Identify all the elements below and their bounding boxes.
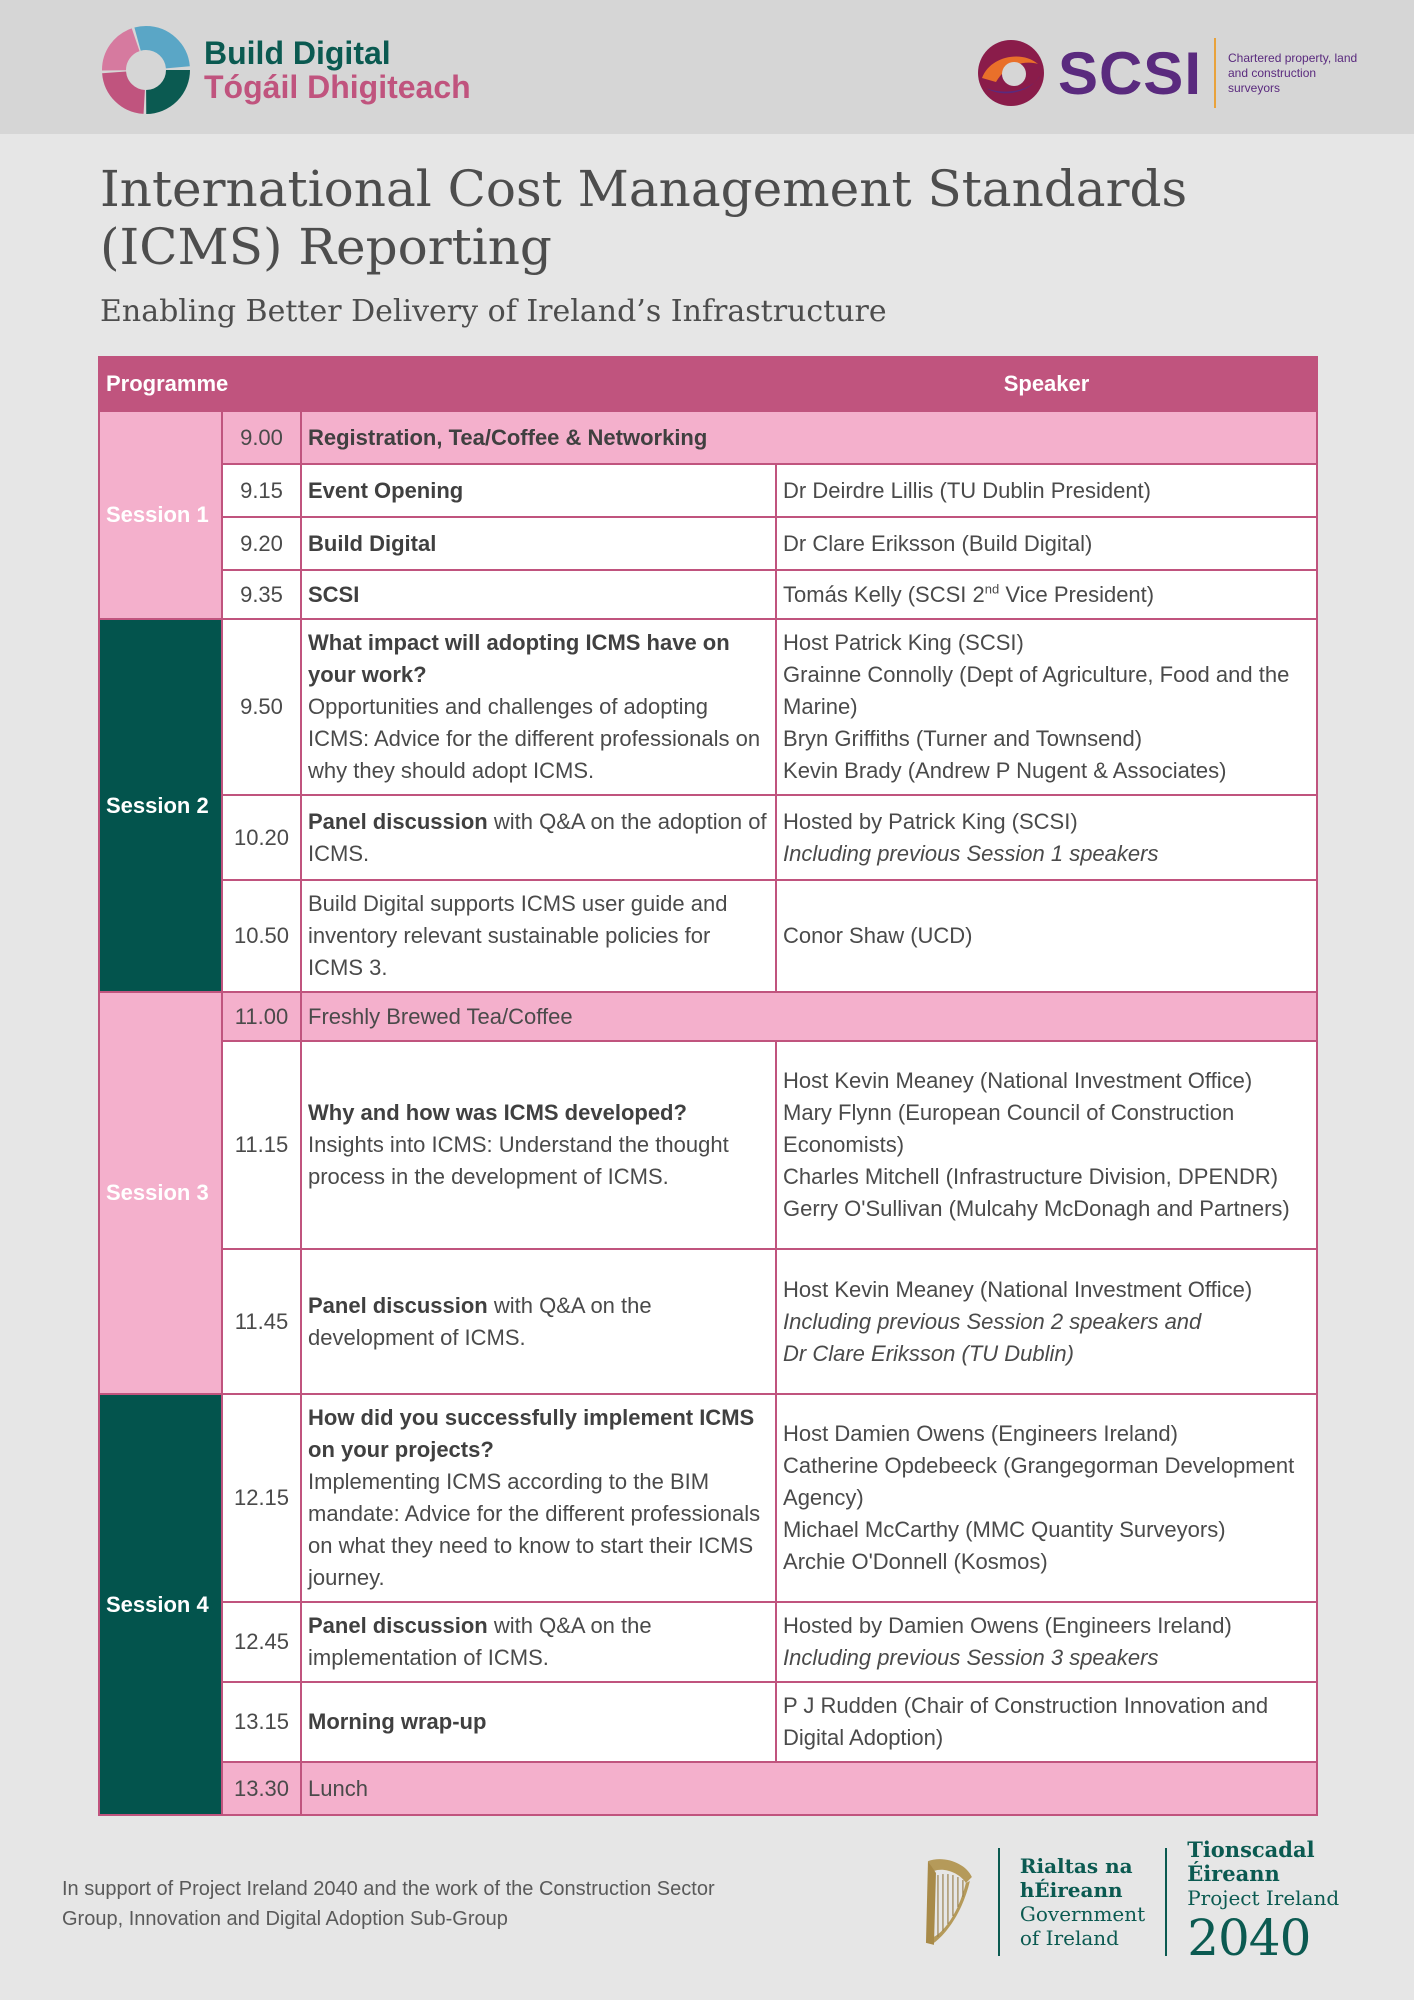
row-title-text: How did you successfully implement ICMS on your projects?: [308, 1405, 755, 1462]
row-description: [301, 1041, 776, 1249]
header-band: [0, 0, 1414, 134]
table-row: [99, 1682, 1317, 1762]
row-speakers: [776, 619, 1317, 795]
gov-en-line-2: of Ireland: [1019, 1926, 1119, 1950]
session-3-label: Session 3: [99, 992, 222, 1394]
table-row: [99, 619, 1317, 795]
gov-ga-line-1: Rialtas na: [1019, 1854, 1133, 1878]
harp-icon: [914, 1853, 978, 1951]
build-digital-ring-icon: [100, 24, 192, 116]
speaker-text-end: Vice President): [999, 581, 1155, 607]
speaker-line: Michael McCarthy (MMC Quantity Surveyors): [783, 1517, 1226, 1542]
row-desc-text: with Q&A on the adoption of ICMS.: [308, 808, 767, 866]
table-row: [99, 1602, 1317, 1682]
table-row: [99, 1762, 1317, 1815]
table-row: [99, 1249, 1317, 1394]
row-title-text: Panel discussion: [308, 1613, 488, 1638]
page-subtitle: Enabling Better Delivery of Ireland’s Infrastructure: [100, 294, 887, 329]
row-time: 11.45: [222, 1249, 301, 1394]
project-ireland-2040: [1187, 1838, 1414, 1966]
row-description: Build Digital supports ICMS user guide and inventory relevant sustainable policies for ICMS 3.: [301, 880, 776, 992]
logo-separator: [1165, 1848, 1167, 1956]
ordinal-suffix: nd: [984, 581, 1000, 597]
row-speaker: Conor Shaw (UCD): [776, 880, 1317, 992]
row-desc-text: Opportunities and challenges of adopting ICMS: Advice for the different professionals on why they should adopt ICMS.: [308, 694, 761, 783]
row-title-text: Panel discussion: [308, 1292, 488, 1318]
row-title: [301, 570, 776, 619]
speaker-line: Grainne Connolly (Dept of Agriculture, Food and the Marine): [783, 662, 1290, 719]
row-title-text: What impact will adopting ICMS have on your work?: [308, 630, 730, 687]
page-title: International Cost Management Standards (ICMS) Reporting: [100, 160, 1188, 276]
row-desc-text: Implementing ICMS according to the BIM mandate: Advice for the different professionals on what they need to know to start their ICMS journey.: [308, 1469, 761, 1590]
speaker-line: Archie O'Donnell (Kosmos): [783, 1549, 1048, 1574]
speaker-line: Host Kevin Meaney (National Investment Office): [783, 1276, 1253, 1302]
row-speaker: Dr Clare Eriksson (Build Digital): [776, 517, 1317, 570]
row-time: 10.20: [222, 795, 301, 880]
row-speaker: P J Rudden (Chair of Construction Innovation and Digital Adoption): [776, 1682, 1317, 1762]
speaker-line: Hosted by Damien Owens (Engineers Ireland): [783, 1613, 1232, 1638]
row-speakers: [776, 1249, 1317, 1394]
build-digital-ga: Tógáil Dhigiteach: [204, 69, 471, 105]
build-digital-en: Build Digital: [204, 35, 391, 71]
table-row: [99, 992, 1317, 1041]
row-time: 9.50: [222, 619, 301, 795]
scsi-separator: [1214, 38, 1216, 108]
speaker-line: Bryn Griffiths (Turner and Townsend): [783, 726, 1143, 751]
row-desc-text: with Q&A on the development of ICMS.: [308, 1292, 652, 1350]
speaker-line: Host Kevin Meaney (National Investment Office): [783, 1068, 1253, 1093]
row-speaker: Dr Deirdre Lillis (TU Dublin President): [776, 464, 1317, 517]
row-time: 9.35: [222, 570, 301, 619]
pi-year: 2040: [1187, 1909, 1311, 1967]
gov-ga-line-2: hÉireann: [1019, 1878, 1123, 1902]
row-title-text: Morning wrap-up: [308, 1709, 487, 1734]
programme-table: [98, 356, 1318, 1816]
row-time: 12.15: [222, 1394, 301, 1602]
row-description: [301, 1602, 776, 1682]
government-of-ireland: [1020, 1854, 1145, 1950]
row-time: 9.00: [222, 411, 301, 464]
table-row: [99, 880, 1317, 992]
speaker-line: Catherine Opdebeeck (Grangegorman Development Agency): [783, 1453, 1295, 1510]
table-row: [99, 795, 1317, 880]
scsi-swirl-icon: [976, 38, 1046, 108]
row-time: 13.30: [222, 1762, 301, 1815]
scsi-tagline: Chartered property, land and construction surveyors: [1228, 50, 1358, 95]
speaker-note: Dr Clare Eriksson (TU Dublin): [783, 1340, 1074, 1366]
row-title-text: Why and how was ICMS developed?: [308, 1100, 687, 1125]
support-statement: In support of Project Ireland 2040 and the work of the Construction Sector Group, Innovation and Digital Adoption Sub-Group: [62, 1878, 715, 1930]
speaker-column-header: Speaker: [776, 357, 1317, 411]
table-header: [99, 357, 1317, 411]
row-title-text: Panel discussion: [308, 808, 488, 834]
row-description: [301, 1394, 776, 1602]
row-time: 11.15: [222, 1041, 301, 1249]
session-1-label: Session 1: [99, 411, 222, 619]
table-row: [99, 1041, 1317, 1249]
speaker-note: Including previous Session 2 speakers and: [783, 1308, 1202, 1334]
table-row: [99, 570, 1317, 619]
row-title-text: Build Digital: [308, 530, 437, 556]
row-title: [301, 1682, 776, 1762]
row-title: [301, 411, 1317, 464]
programme-column-header: Programme: [99, 357, 776, 411]
speaker-line: Kevin Brady (Andrew P Nugent & Associates): [783, 758, 1227, 783]
row-description: [301, 795, 776, 880]
row-time: 9.20: [222, 517, 301, 570]
table-row: [99, 1394, 1317, 1602]
speaker-line: Hosted by Patrick King (SCSI): [783, 808, 1078, 834]
row-description: [301, 1249, 776, 1394]
row-title-text: Registration, Tea/Coffee & Networking: [308, 424, 708, 450]
speaker-line: Charles Mitchell (Infrastructure Division, DPENDR): [783, 1164, 1279, 1189]
row-title: Freshly Brewed Tea/Coffee: [301, 992, 1317, 1041]
pi-ga: Tionscadal Éireann: [1187, 1837, 1315, 1886]
pi-en: Project Ireland: [1187, 1886, 1340, 1910]
row-speakers: [776, 1602, 1317, 1682]
gov-en-line-1: Government: [1019, 1902, 1146, 1926]
speaker-line: Host Damien Owens (Engineers Ireland): [783, 1421, 1178, 1446]
scsi-logo: [976, 38, 1358, 108]
row-desc-text: Insights into ICMS: Understand the thought process in the development of ICMS.: [308, 1132, 729, 1189]
row-speakers: [776, 795, 1317, 880]
logo-separator: [998, 1848, 1000, 1956]
row-speakers: [776, 1394, 1317, 1602]
row-time: 13.15: [222, 1682, 301, 1762]
row-title-text: Event Opening: [308, 477, 464, 503]
row-time: 10.50: [222, 880, 301, 992]
row-title: [301, 517, 776, 570]
session-2-label: Session 2: [99, 619, 222, 992]
table-row: [99, 517, 1317, 570]
speaker-text: Tomás Kelly (SCSI 2: [783, 581, 985, 607]
speaker-note: Including previous Session 1 speakers: [783, 840, 1159, 866]
speaker-line: Gerry O'Sullivan (Mulcahy McDonagh and Partners): [783, 1196, 1290, 1221]
row-time: 11.00: [222, 992, 301, 1041]
table-row: [99, 411, 1317, 464]
speaker-line: Host Patrick King (SCSI): [783, 630, 1024, 655]
speaker-note: Including previous Session 3 speakers: [783, 1645, 1159, 1670]
scsi-wordmark: SCSI: [1057, 39, 1202, 107]
row-description: [301, 619, 776, 795]
table-row: [99, 464, 1317, 517]
build-digital-logo: [100, 24, 471, 116]
row-time: 9.15: [222, 464, 301, 517]
row-desc-text: with Q&A on the implementation of ICMS.: [308, 1613, 652, 1670]
row-speakers: [776, 1041, 1317, 1249]
row-speaker: [776, 570, 1317, 619]
row-title: Lunch: [301, 1762, 1317, 1815]
session-4-label: Session 4: [99, 1394, 222, 1815]
government-logos: [914, 1838, 1414, 1966]
row-title: [301, 464, 776, 517]
row-time: 12.45: [222, 1602, 301, 1682]
speaker-line: Mary Flynn (European Council of Construction Economists): [783, 1100, 1235, 1157]
row-title-text: SCSI: [308, 581, 360, 607]
